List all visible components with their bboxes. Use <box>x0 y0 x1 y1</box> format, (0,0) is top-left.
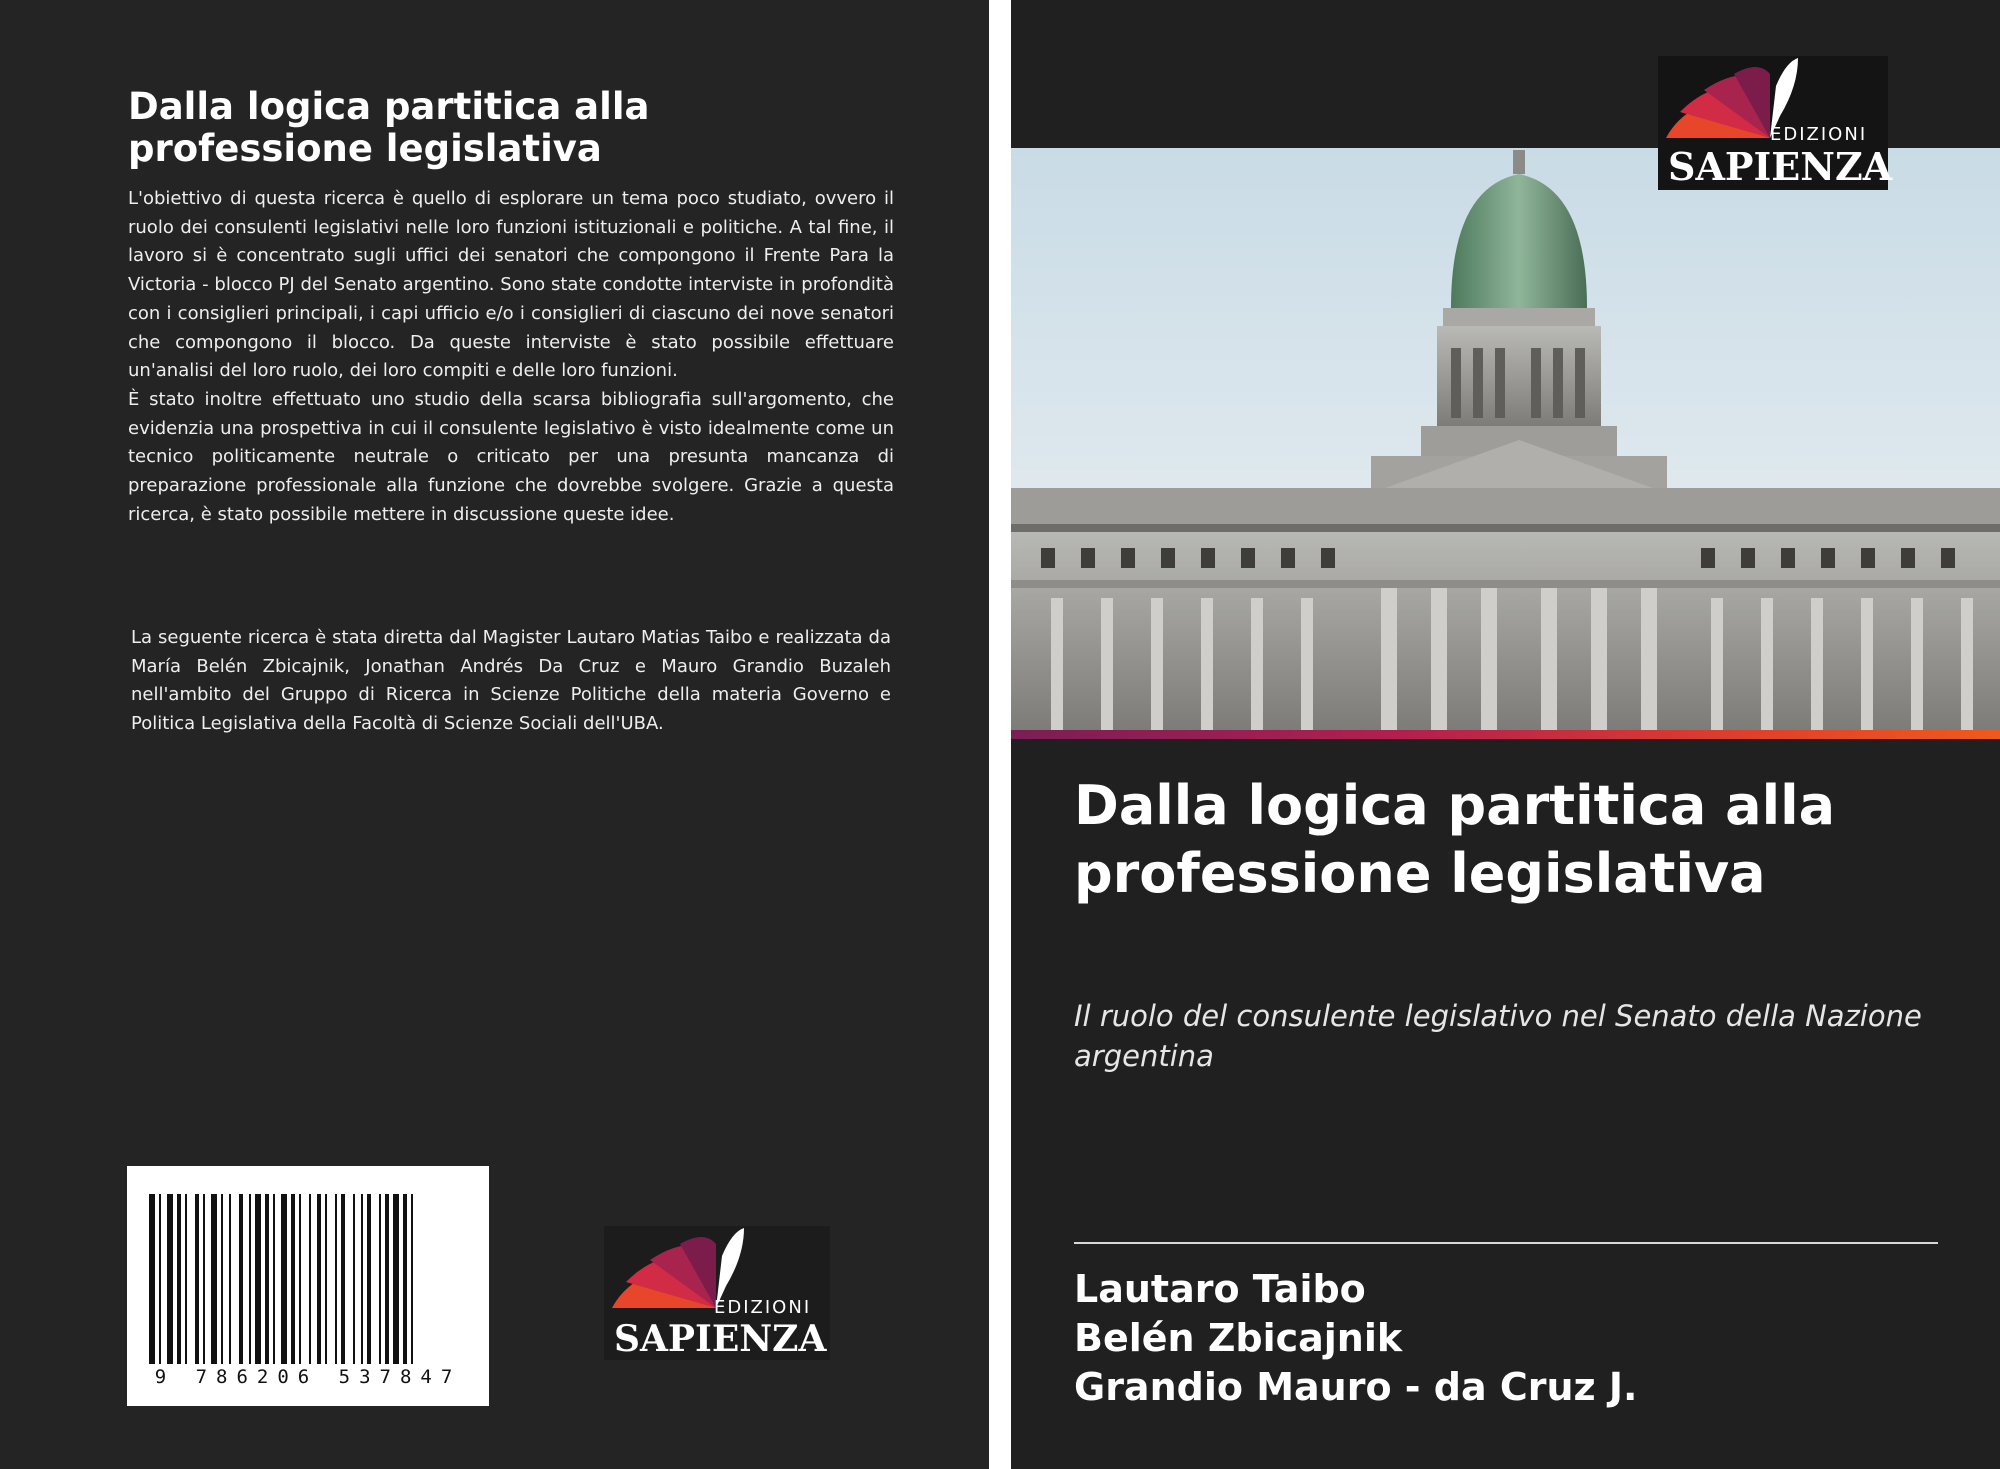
barcode-bar <box>185 1194 187 1364</box>
summary-paragraph: L'obiettivo di questa ricerca è quello di esplorare un tema poco studiato, ovvero il ruolo dei consulenti legislativi nelle loro funzioni istituzionali e politiche. A tal fine, il lavoro si è concentrato sugli uffici dei senatori che compongono il Frente Para la Victoria - blocco PJ del Senato argentino. Sono state condotte interviste in profondità con i consiglieri principali, i capi ufficio e/o i consiglieri di ciascuno dei nove senatori che compongono il blocco. Da queste interviste è stato possibile effettuare un'analisi del loro ruolo, dei loro compiti e delle loro funzioni. <box>128 188 894 382</box>
barcode-bar <box>159 1194 161 1364</box>
barcode-bar <box>229 1194 231 1364</box>
back-cover-title: Dalla logica partitica alla professione legislativa <box>128 85 650 170</box>
barcode-bar <box>403 1194 407 1364</box>
barcode-bar <box>385 1194 389 1364</box>
barcode-bar <box>203 1194 205 1364</box>
barcode-bar <box>167 1194 173 1364</box>
barcode-bar <box>149 1194 155 1364</box>
isbn-number: 9 786206 537847 <box>154 1366 462 1388</box>
barcode-bar <box>353 1194 355 1364</box>
barcode-bar <box>411 1194 413 1364</box>
barcode-bar <box>309 1194 311 1364</box>
publisher-logo <box>604 1226 830 1360</box>
barcode-bar <box>299 1194 301 1364</box>
barcode-bar <box>249 1194 251 1364</box>
spine-gap <box>989 0 1011 1469</box>
author-name: Lautaro Taibo <box>1074 1267 1366 1311</box>
barcode-bar <box>367 1194 371 1364</box>
front-cover <box>1011 0 2000 1469</box>
front-cover-subtitle: Il ruolo del consulente legislativo nel Senato della Nazione argentina <box>1074 999 1922 1073</box>
publisher-name: SAPIENZA <box>614 1318 827 1360</box>
building-illustration <box>1011 148 2000 730</box>
back-cover <box>0 0 989 1469</box>
author-name: Grandio Mauro - da Cruz J. <box>1074 1365 1638 1409</box>
barcode-bar <box>255 1194 261 1364</box>
congress-building-photo <box>1011 148 2000 730</box>
barcode-bar <box>211 1194 217 1364</box>
barcode-bar <box>361 1194 363 1364</box>
isbn-barcode <box>127 1166 489 1406</box>
front-cover-title: Dalla logica partitica alla professione legislativa <box>1074 774 1836 905</box>
barcode-bar <box>291 1194 295 1364</box>
barcode-bar <box>379 1194 381 1364</box>
barcode-bar <box>273 1194 275 1364</box>
summary-paragraph: È stato inoltre effettuato uno studio della scarsa bibliografia sull'argomento, che evidenzia una prospettiva in cui il consulente legislativo è visto idealmente come un tecnico politicamente neutrale o criticato per una presunta mancanza di preparazione professionale alla funzione che dovrebbe svolgere. Grazie a questa ricerca, è stato possibile mettere in discussione queste idee. <box>128 388 894 525</box>
publisher-edizioni: EDIZIONI <box>714 1297 812 1318</box>
publisher-edizioni: EDIZIONI <box>1770 124 1868 145</box>
back-cover-summary <box>128 185 894 529</box>
barcode-bars <box>127 1166 489 1366</box>
barcode-bar <box>195 1194 199 1364</box>
barcode-bar <box>239 1194 243 1364</box>
author-name: Belén Zbicajnik <box>1074 1316 1403 1360</box>
barcode-bar <box>393 1194 399 1364</box>
credits-text: La seguente ricerca è stata diretta dal Magister Lautaro Matias Taibo e realizzata da María Belén Zbicajnik, Jonathan Andrés Da Cruz e Mauro Grandio Buzaleh nell'ambito del Gruppo di Ricerca in Scienze Politiche della materia Governo e Politica Legislativa della Facoltà di Scienze Sociali dell'UBA. <box>131 627 891 735</box>
accent-color-bar <box>1011 730 2000 739</box>
barcode-bar <box>325 1194 327 1364</box>
research-credits <box>131 624 891 739</box>
barcode-bar <box>317 1194 321 1364</box>
barcode-bar <box>341 1194 345 1364</box>
barcode-bar <box>177 1194 181 1364</box>
divider <box>1074 1242 1938 1244</box>
barcode-bar <box>221 1194 223 1364</box>
publisher-name: SAPIENZA <box>1668 144 1893 189</box>
barcode-bar <box>281 1194 287 1364</box>
barcode-bar <box>265 1194 269 1364</box>
publisher-logo <box>1658 56 1893 190</box>
barcode-bar <box>335 1194 337 1364</box>
